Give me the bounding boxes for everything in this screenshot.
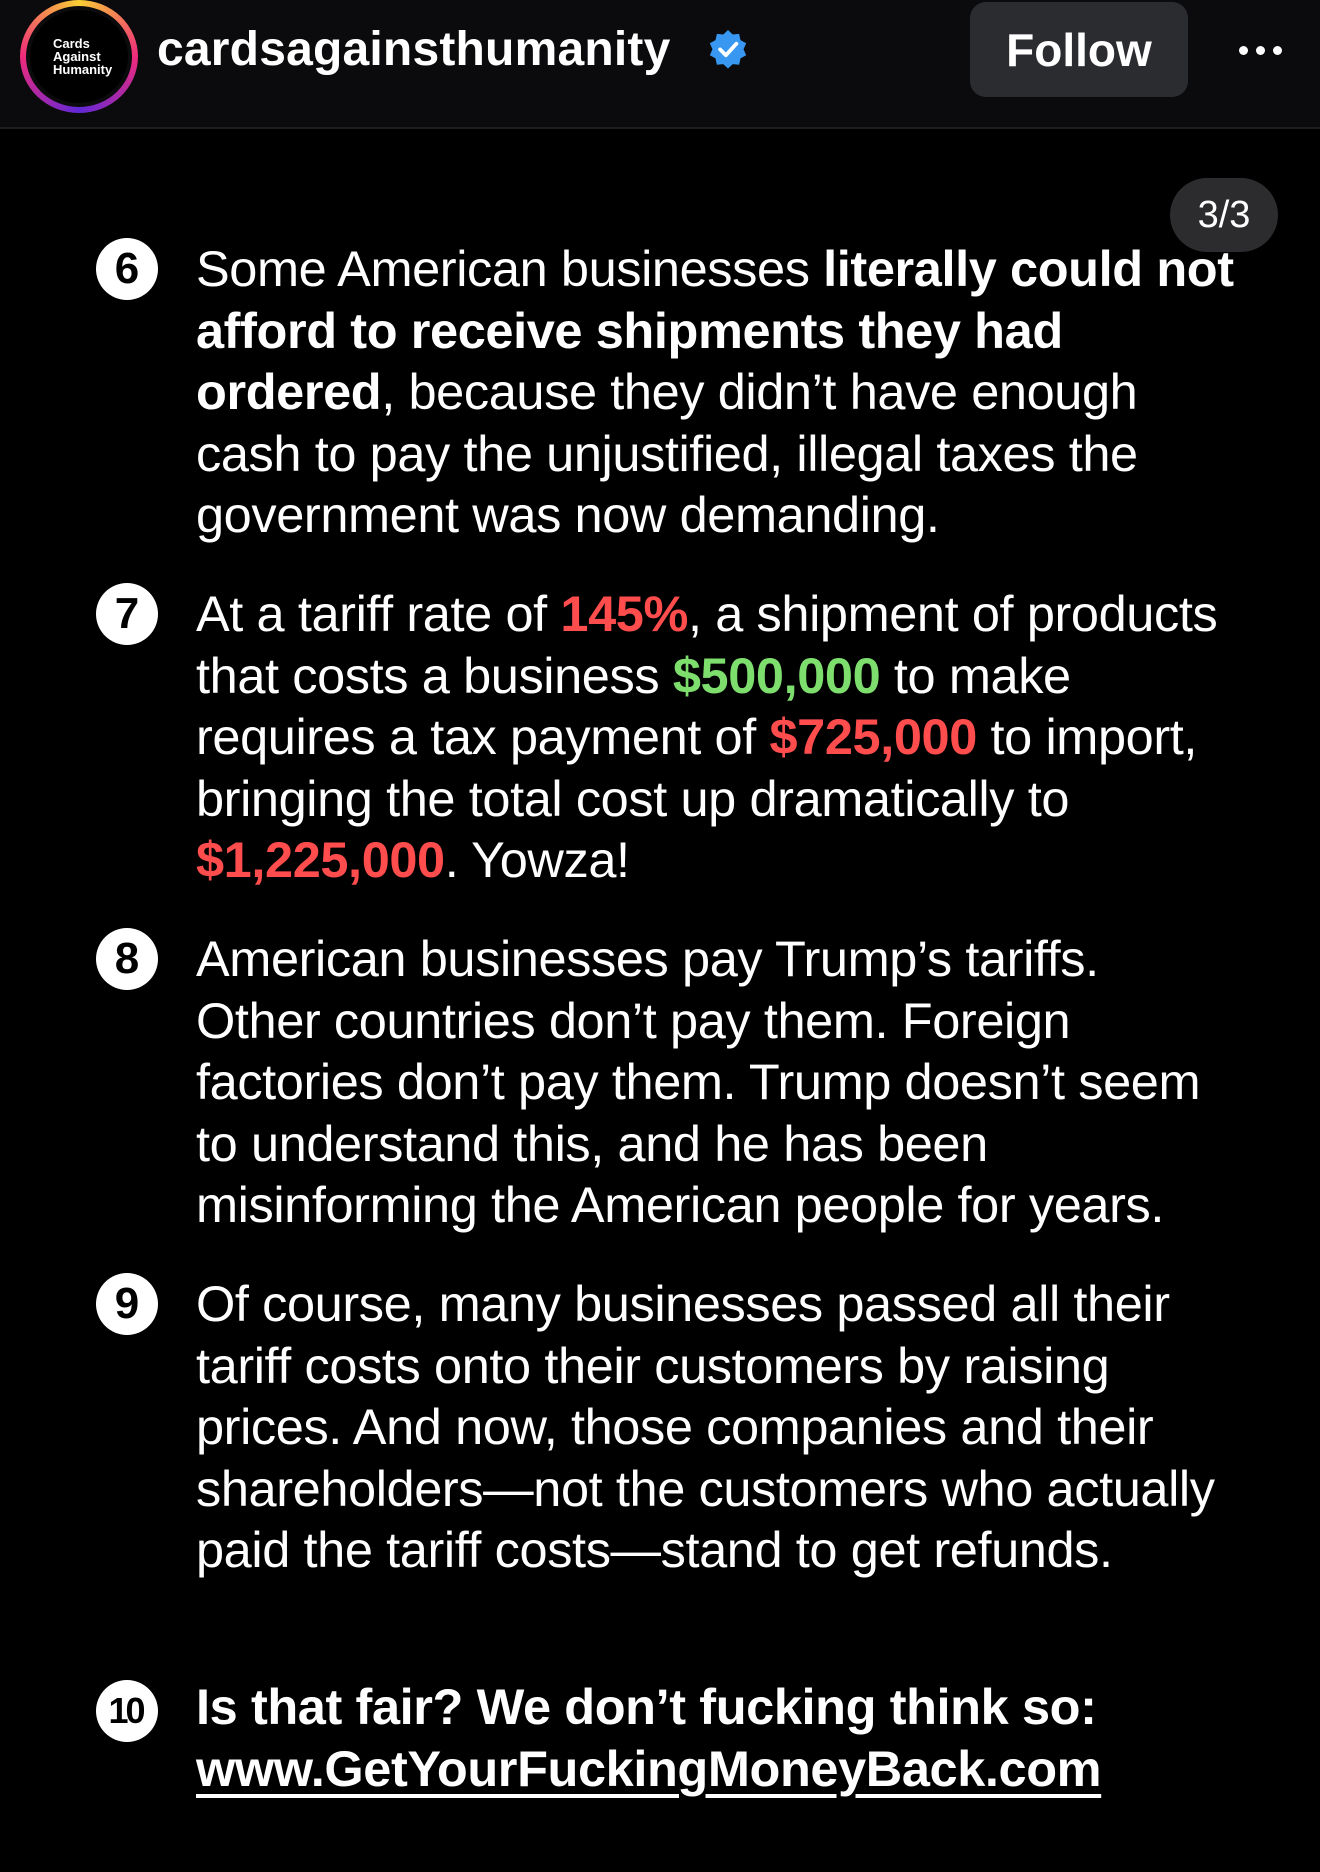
more-options-icon[interactable] [1220, 20, 1300, 80]
cost-highlight: $500,000 [672, 646, 881, 704]
total-cost-highlight: $1,225,000 [196, 831, 445, 888]
item-number-badge: 6 [96, 238, 158, 300]
logo-line-2: Against [53, 49, 101, 64]
item-text: American businesses pay Trump’s tariffs. Other countries don’t pay them. Foreign factories don’t pay them. Trump doesn’t seem to understand this, and he has been misinforming the American people for years. [196, 930, 1201, 1233]
item-text-part: , a shipment of products that costs a business [196, 585, 1218, 704]
logo-line-1: Cards [53, 36, 90, 51]
refund-website-link[interactable]: www.GetYourFuckingMoneyBack.com [196, 1739, 1102, 1797]
item-text [196, 583, 1236, 891]
tariff-rate-highlight: 145% [560, 585, 688, 642]
item-number-badge: 10 [96, 1680, 158, 1742]
cards-against-humanity-logo [26, 6, 132, 107]
item-text-part: . Yowza! [444, 831, 630, 888]
tax-payment-highlight: $725,000 [769, 708, 977, 765]
logo-line-3: Humanity [53, 62, 113, 77]
username-link[interactable]: cardsagainsthumanity [157, 23, 671, 76]
item-text-part: to import, bringing the total cost up dramatically to [196, 708, 1198, 827]
verified-badge-icon [707, 29, 749, 71]
closing-headline: Is that fair? We don’t fucking think so: [196, 1678, 1097, 1735]
item-number-badge: 7 [96, 583, 158, 645]
post-header [0, 0, 1320, 129]
item-text: Of course, many businesses passed all their tariff costs onto their customers by raising prices. And now, those companies and their shareholders—not the customers who actually paid the tariff costs—stand to get refunds. [196, 1275, 1215, 1578]
item-text-part: , because they didn’t have enough cash to pay the unjustified, illegal taxes the government was now demanding. [196, 363, 1138, 543]
item-text-part: to make requires a tax payment of [196, 646, 1071, 765]
profile-avatar[interactable] [20, 0, 138, 113]
item-text-part: Some American businesses [196, 240, 824, 297]
item-text [196, 1676, 1236, 1799]
item-text-part: At a tariff rate of [196, 585, 561, 642]
item-text-bold: literally could not afford to receive shipments they had ordered [196, 240, 1234, 420]
follow-button[interactable]: Follow [970, 2, 1188, 97]
item-number-badge: 9 [96, 1273, 158, 1335]
carousel-counter: 3/3 [1170, 178, 1278, 252]
item-number-badge: 8 [96, 928, 158, 990]
item-text [196, 238, 1236, 546]
